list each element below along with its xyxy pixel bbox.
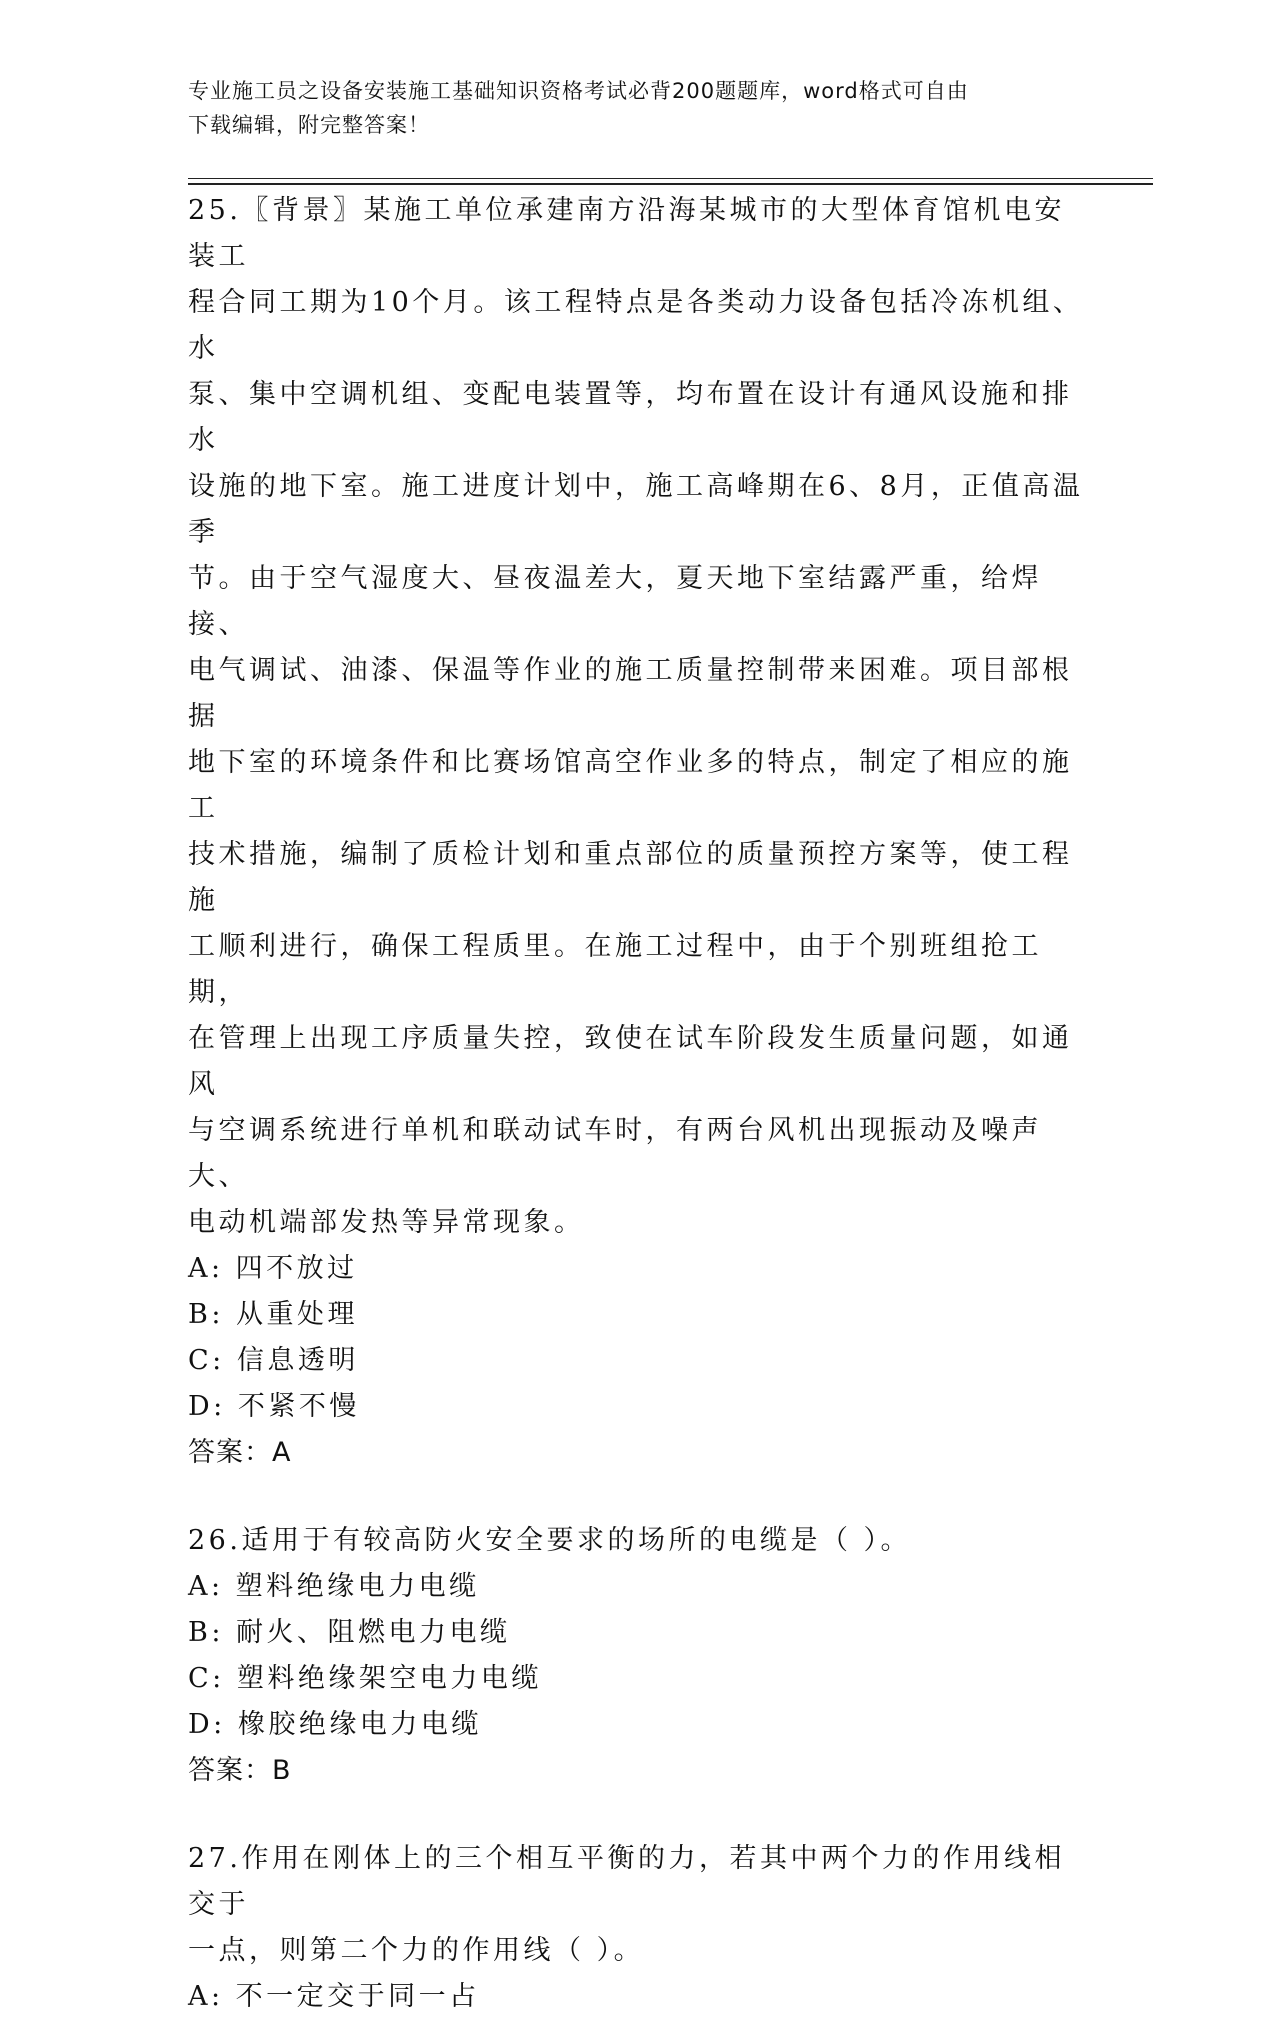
header-line-1: 专业施工员之设备安装施工基础知识资格考试必背200题题库，word格式可自由 bbox=[188, 79, 969, 103]
question-stem-line: 26.适用于有较高防火安全要求的场所的电缆是（ ）。 bbox=[188, 1525, 912, 1556]
question-stem-line: 地下室的环境条件和比赛场馆高空作业多的特点，制定了相应的施工 bbox=[188, 747, 1073, 824]
question-stem-line: 电气调试、油漆、保温等作业的施工质量控制带来困难。项目部根据 bbox=[188, 655, 1073, 732]
option-c: C: 塑料绝缘架空电力电缆 bbox=[188, 1663, 542, 1694]
question-stem-line: 一点，则第二个力的作用线（ ）。 bbox=[188, 1935, 645, 1966]
question-27 bbox=[188, 1836, 1093, 2020]
option-b: B: 耐火、阻燃电力电缆 bbox=[188, 1617, 511, 1648]
question-list bbox=[188, 188, 1093, 2020]
header-line-2: 下载编辑，附完整答案！ bbox=[188, 113, 430, 137]
question-25 bbox=[188, 188, 1093, 1476]
question-stem-line: 工顺利进行，确保工程质里。在施工过程中，由于个别班组抢工期， bbox=[188, 931, 1042, 1008]
document-header bbox=[188, 74, 1068, 142]
question-26 bbox=[188, 1518, 1093, 1794]
option-b: B: 从重处理 bbox=[188, 1299, 359, 1330]
option-c: C: 信息透明 bbox=[188, 1345, 359, 1376]
question-stem-line: 27.作用在刚体上的三个相互平衡的力，若其中两个力的作用线相交于 bbox=[188, 1843, 1065, 1920]
option-a: A: 塑料绝缘电力电缆 bbox=[188, 1571, 480, 1602]
question-spacer bbox=[188, 1476, 1093, 1518]
option-d: D: 不紧不慢 bbox=[188, 1391, 360, 1422]
question-spacer bbox=[188, 1794, 1093, 1836]
option-a: A: 不一定交于同一占 bbox=[188, 1981, 480, 2012]
option-a: A: 四不放过 bbox=[188, 1253, 358, 1284]
question-stem-line: 与空调系统进行单机和联动试车时，有两台风机出现振动及噪声大、 bbox=[188, 1115, 1042, 1192]
question-stem-line: 电动机端部发热等异常现象。 bbox=[188, 1207, 585, 1238]
answer-line: 答案：A bbox=[188, 1437, 292, 1468]
question-stem-line: 节。由于空气湿度大、昼夜温差大，夏天地下室结露严重，给焊接、 bbox=[188, 563, 1042, 640]
option-d: D: 橡胶绝缘电力电缆 bbox=[188, 1709, 482, 1740]
header-divider-thin bbox=[188, 178, 1153, 179]
answer-line: 答案：B bbox=[188, 1755, 292, 1786]
question-stem-line: 泵、集中空调机组、变配电装置等，均布置在设计有通风设施和排水 bbox=[188, 379, 1073, 456]
question-stem-line: 设施的地下室。施工进度计划中，施工高峰期在6、8月，正值高温季 bbox=[188, 471, 1084, 548]
header-divider-thick bbox=[188, 183, 1153, 185]
question-stem-line: 25.〖背景〗某施工单位承建南方沿海某城市的大型体育馆机电安装工 bbox=[188, 195, 1065, 272]
question-stem-line: 在管理上出现工序质量失控，致使在试车阶段发生质量问题，如通风 bbox=[188, 1023, 1073, 1100]
question-stem-line: 技术措施，编制了质检计划和重点部位的质量预控方案等，使工程施 bbox=[188, 839, 1073, 916]
question-stem-line: 程合同工期为10个月。该工程特点是各类动力设备包括冷冻机组、水 bbox=[188, 287, 1084, 364]
